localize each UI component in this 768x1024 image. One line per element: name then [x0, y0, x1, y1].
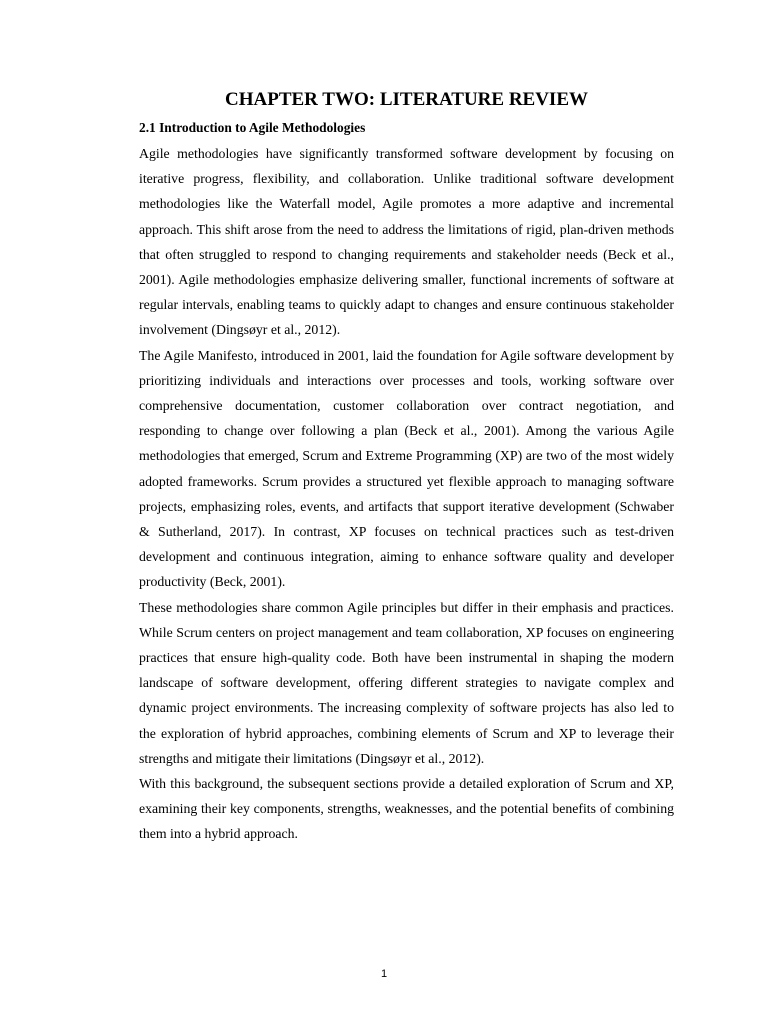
paragraph-1: Agile methodologies have significantly transformed software development by focusing on iterative progress, flexibility, and collaboration. Unlike traditional software development methodologies like the Waterfall model, Agile promotes a more adaptive and incremental approach. This shift arose from the need to address the limitations of rigid, plan-driven methods that often struggled to respond to changing requirements and stakeholder needs (Beck et al., 2001). Agile methodologies emphasize delivering smaller, functional increments of software at regular intervals, enabling teams to quickly adapt to changes and ensure continuous stakeholder involvement (Dingsøyr et al., 2012).	[139, 146, 674, 338]
paragraph-4: With this background, the subsequent sections provide a detailed exploration of Scrum and XP, examining their key components, strengths, weaknesses, and the potential benefits of combining them into a hybrid approach.	[139, 776, 674, 842]
paragraph-2: The Agile Manifesto, introduced in 2001, laid the foundation for Agile software development by prioritizing individuals and interactions over processes and tools, working software over comprehensive documentation, customer collaboration over contract negotiation, and responding to change over following a plan (Beck et al., 2001). Among the various Agile methodologies that emerged, Scrum and Extreme Programming (XP) are two of the most widely adopted frameworks. Scrum provides a structured yet flexible approach to managing software projects, emphasizing roles, events, and artifacts that support iterative development (Schwaber & Sutherland, 2017). In contrast, XP focuses on technical practices such as test-driven development and continuous integration, aiming to enhance software quality and developer productivity (Beck, 2001).	[139, 347, 674, 590]
section-heading: 2.1 Introduction to Agile Methodologies	[139, 120, 366, 135]
paragraph-3: These methodologies share common Agile principles but differ in their emphasis and practices. While Scrum centers on project management and team collaboration, XP focuses on engineering practices that ensure high-quality code. Both have been instrumental in shaping the modern landscape of software development, offering different strategies to navigate complex and dynamic project environments. The increasing complexity of software projects has also led to the exploration of hybrid approaches, combining elements of Scrum and XP to leverage their strengths and mitigate their limitations (Dingsøyr et al., 2012).	[139, 599, 674, 766]
page-content	[139, 88, 674, 847]
chapter-title: CHAPTER TWO: LITERATURE REVIEW	[225, 89, 588, 110]
page-number: 1	[380, 968, 388, 980]
